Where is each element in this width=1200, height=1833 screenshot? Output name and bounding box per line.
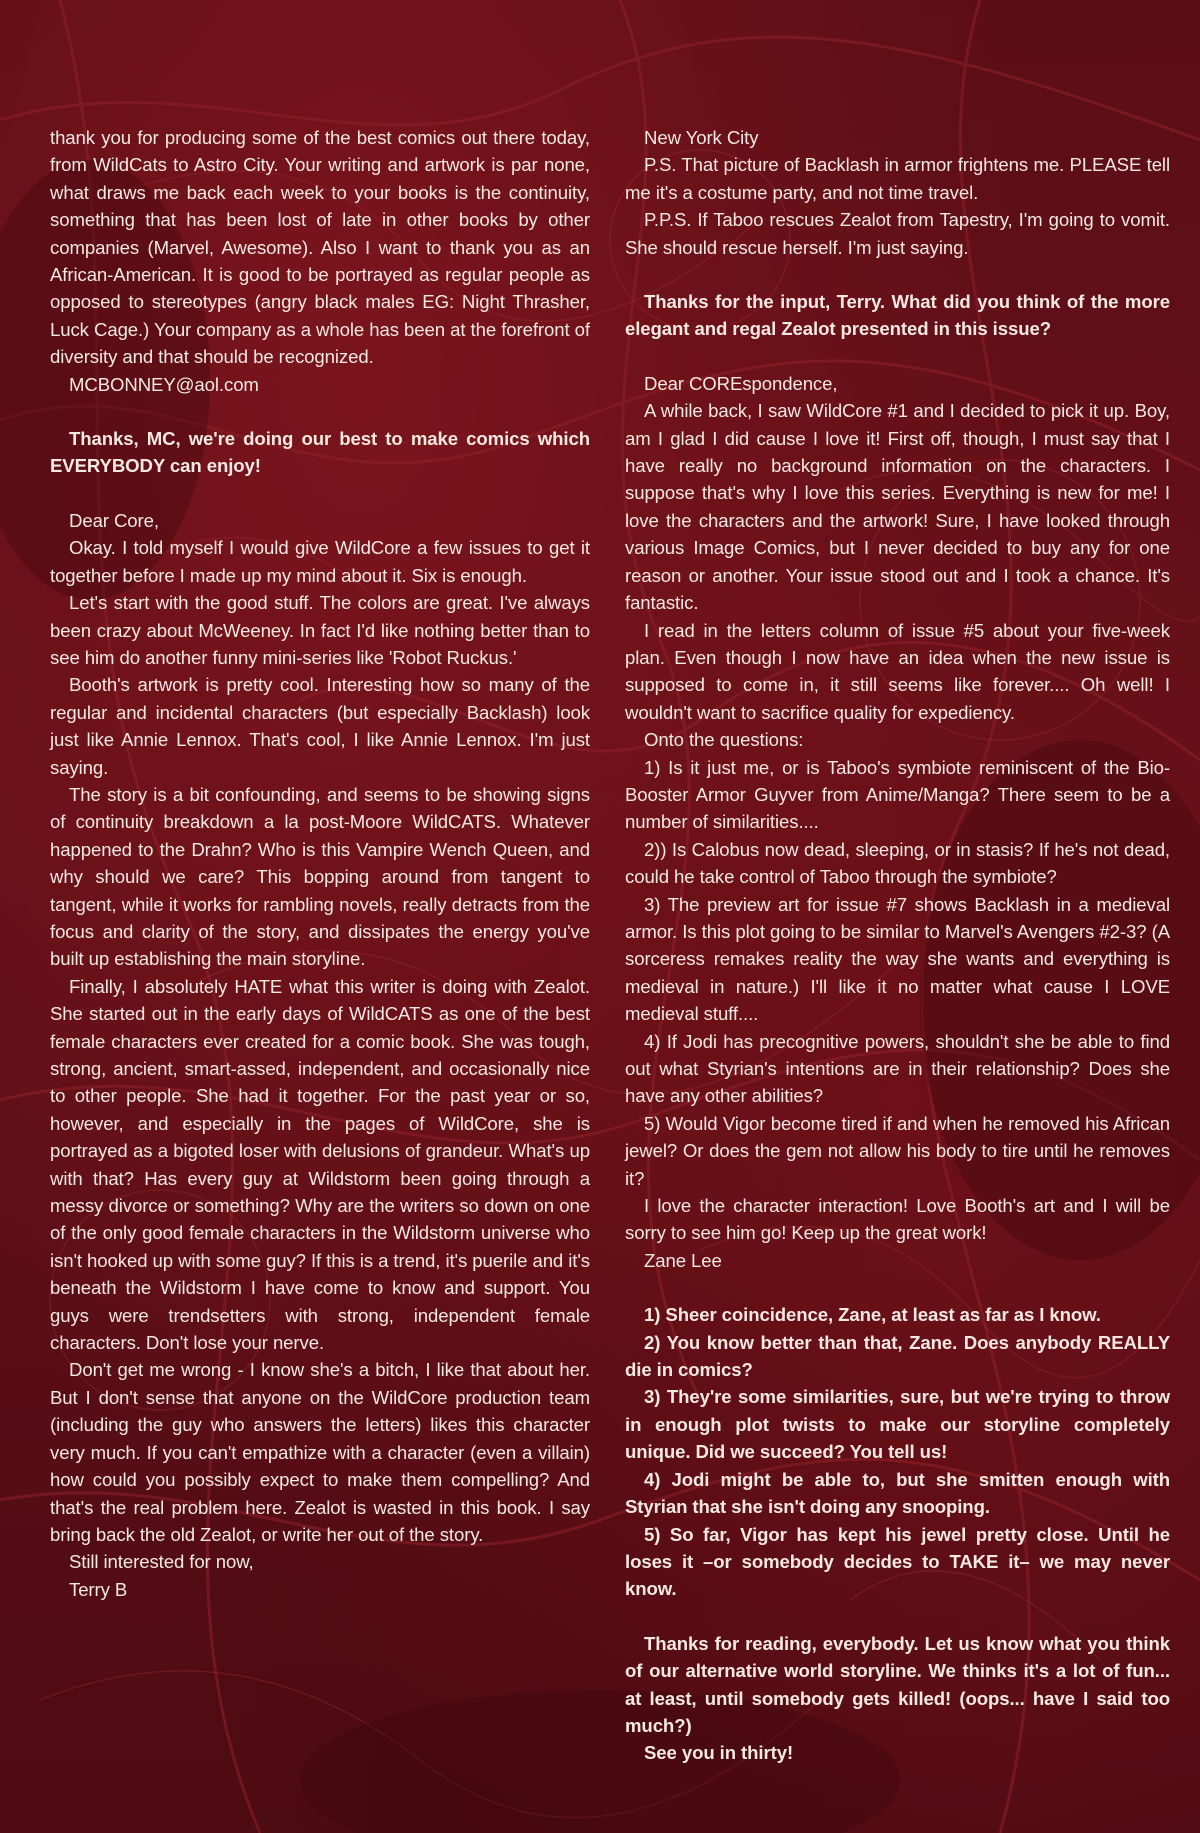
letter-paragraph: The story is a bit confounding, and seems to be showing signs of continuity breakdown a la post-Moore WildCATS. Whatever happened to the Drahn? Who is this Vampire Wench Queen, and why should we care? This bopping around from tangent to tangent, while it works for rambling novels, really detracts from the focus and clarity of the story, and dissipates the energy you've built up establishing the main storyline. bbox=[50, 783, 590, 970]
letter-paragraph: Onto the questions: bbox=[644, 729, 804, 751]
letter-question: 1) Is it just me, or is Taboo's symbiote reminiscent of the Bio-Booster Armor Guyver from Anime/Manga? There seem to be a number of similarities.... bbox=[625, 756, 1170, 833]
letter-signature: Zane Lee bbox=[644, 1249, 722, 1271]
letter-postscript: P.S. That picture of Backlash in armor frightens me. PLEASE tell me it's a costume party, and not time travel. bbox=[625, 154, 1170, 203]
letter-signature: MCBONNEY@aol.com bbox=[69, 373, 259, 395]
letter-paragraph: Don't get me wrong - I know she's a bitch, I like that about her. But I don't sense that anyone on the WildCore production team (including the guy who answers the letters) likes this character very much. If you can't empathize with a character (even a villain) how could you possibly expect to make them compelling? And that's the real problem here. Zealot is wasted in this book. I say bring back the old Zealot, or write her out of the story. bbox=[50, 1359, 590, 1545]
left-column bbox=[50, 124, 590, 1603]
letter-location: New York City bbox=[644, 127, 759, 148]
letter-paragraph: I love the character interaction! Love Booth's art and I will be sorry to see him go! Keep up the great work! bbox=[625, 1195, 1170, 1244]
editor-sign-off: See you in thirty! bbox=[644, 1742, 794, 1764]
editor-answer: 5) So far, Vigor has kept his jewel pretty close. Until he loses it –or somebody decides to TAKE it– we may never know. bbox=[625, 1523, 1170, 1600]
letter-paragraph: Finally, I absolutely HATE what this writer is doing with Zealot. She started out in the early days of WildCATS as one of the best female characters ever created for a comic book. She was tough, strong, ancient, smart-assed, independent, and occasionally nice to other people. She had it together. For the past year or so, however, and especially in the pages of WildCore, she is portrayed as a bigoted loser with delusions of grandeur. What's up with that? Has every guy at Wildstorm been going through a messy divorce or something? Why are the writers so down on one of the only good female characters in the Wildstorm universe who isn't hooked up with some guy? If this is a trend, it's puerile and it's beneath the Wildstorm I have come to know and support. You guys were trendsetters with strong, independent female characters. Don't lose your nerve. bbox=[50, 975, 590, 1354]
editor-answer: 4) Jodi might be able to, but she smitten enough with Styrian that she isn't doing any snooping. bbox=[625, 1468, 1170, 1518]
letter-paragraph: Okay. I told myself I would give WildCore a few issues to get it together before I made up my mind about it. Six is enough. bbox=[50, 537, 590, 586]
letter-salutation: Dear Core, bbox=[69, 509, 159, 531]
letter-question: 3) The preview art for issue #7 shows Backlash in a medieval armor. Is this plot going to be similar to Marvel's Avengers #2-3? (A sorceress remakes reality the way she wants and everything is medieval in nature.) I'll like it no matter what cause I LOVE medieval stuff.... bbox=[625, 893, 1170, 1025]
letter-paragraph: Let's start with the good stuff. The colors are great. I've always been crazy about McWeeney. In fact I'd like nothing better than to see him do another funny mini-series like 'Robot Ruckus.' bbox=[50, 592, 590, 668]
letter-question: 2)) Is Calobus now dead, sleeping, or in stasis? If he's not dead, could he take control of Taboo through the symbiote? bbox=[625, 838, 1170, 888]
letter-postscript: P.P.S. If Taboo rescues Zealot from Tapestry, I'm going to vomit. She should rescue herself. I'm just saying. bbox=[625, 209, 1170, 258]
editor-answer: 3) They're some similarities, sure, but we're trying to throw in enough plot twists to make our storyline completely unique. Did we succeed? You tell us! bbox=[625, 1386, 1170, 1463]
letter-paragraph: Booth's artwork is pretty cool. Interesting how so many of the regular and incidental characters (but especially Backlash) look just like Annie Lennox. That's cool, I like Annie Lennox. I'm just saying. bbox=[50, 674, 590, 778]
letter-paragraph: thank you for producing some of the best comics out there today, from WildCats to Astro City. Your writing and artwork is par none, what draws me back each week to your books is the continuity, something that has been lost of late in other books by other companies (Marvel, Awesome). Also I want to thank you as an African-American. It is good to be portrayed as regular people as opposed to stereotypes (angry black males EG: Night Thrasher, Luck Cage.) Your company as a whole has been at the forefront of diversity and that should be recognized. bbox=[50, 127, 590, 368]
editor-response: Thanks, MC, we're doing our best to make comics which EVERYBODY can enjoy! bbox=[50, 428, 590, 477]
letter-question: 5) Would Vigor become tired if and when he removed his African jewel? Or does the gem not allow his body to tire until he removes it? bbox=[625, 1112, 1170, 1189]
letter-closing: Still interested for now, bbox=[69, 1551, 254, 1573]
letter-paragraph: A while back, I saw WildCore #1 and I decided to pick it up. Boy, am I glad I did cause I love it! First off, though, I must say that I have really no background information on the characters. I suppose that's why I love this series. Everything is new for me! I love the characters and the artwork! Sure, I have looked through various Image Comics, but I never decided to buy any for one reason or another. Your issue stood out and I took a chance. It's fantastic. bbox=[625, 400, 1170, 614]
letter-salutation: Dear COREspondence, bbox=[644, 372, 838, 394]
editor-answer: 2) You know better than that, Zane. Does anybody REALLY die in comics? bbox=[625, 1331, 1170, 1381]
letter-question: 4) If Jodi has precognitive powers, shouldn't she be able to find out what Styrian's intentions are in their relationship? Does she have any other abilities? bbox=[625, 1030, 1170, 1107]
editor-response: Thanks for the input, Terry. What did you think of the more elegant and regal Zealot presented in this issue? bbox=[625, 291, 1170, 340]
editor-answer: 1) Sheer coincidence, Zane, at least as far as I know. bbox=[644, 1304, 1101, 1326]
letter-paragraph: I read in the letters column of issue #5 about your five-week plan. Even though I now have an idea when the new issue is supposed to come in, it still seems like forever.... Oh well! I wouldn't want to sacrifice quality for expediency. bbox=[625, 619, 1170, 723]
letter-signature: Terry B bbox=[69, 1578, 128, 1600]
editor-sign-off: Thanks for reading, everybody. Let us know what you think of our alternative world storyline. We thinks it's a lot of fun... at least, until somebody gets killed! (oops... have I said too much?) bbox=[625, 1632, 1170, 1736]
right-column bbox=[625, 124, 1170, 1767]
